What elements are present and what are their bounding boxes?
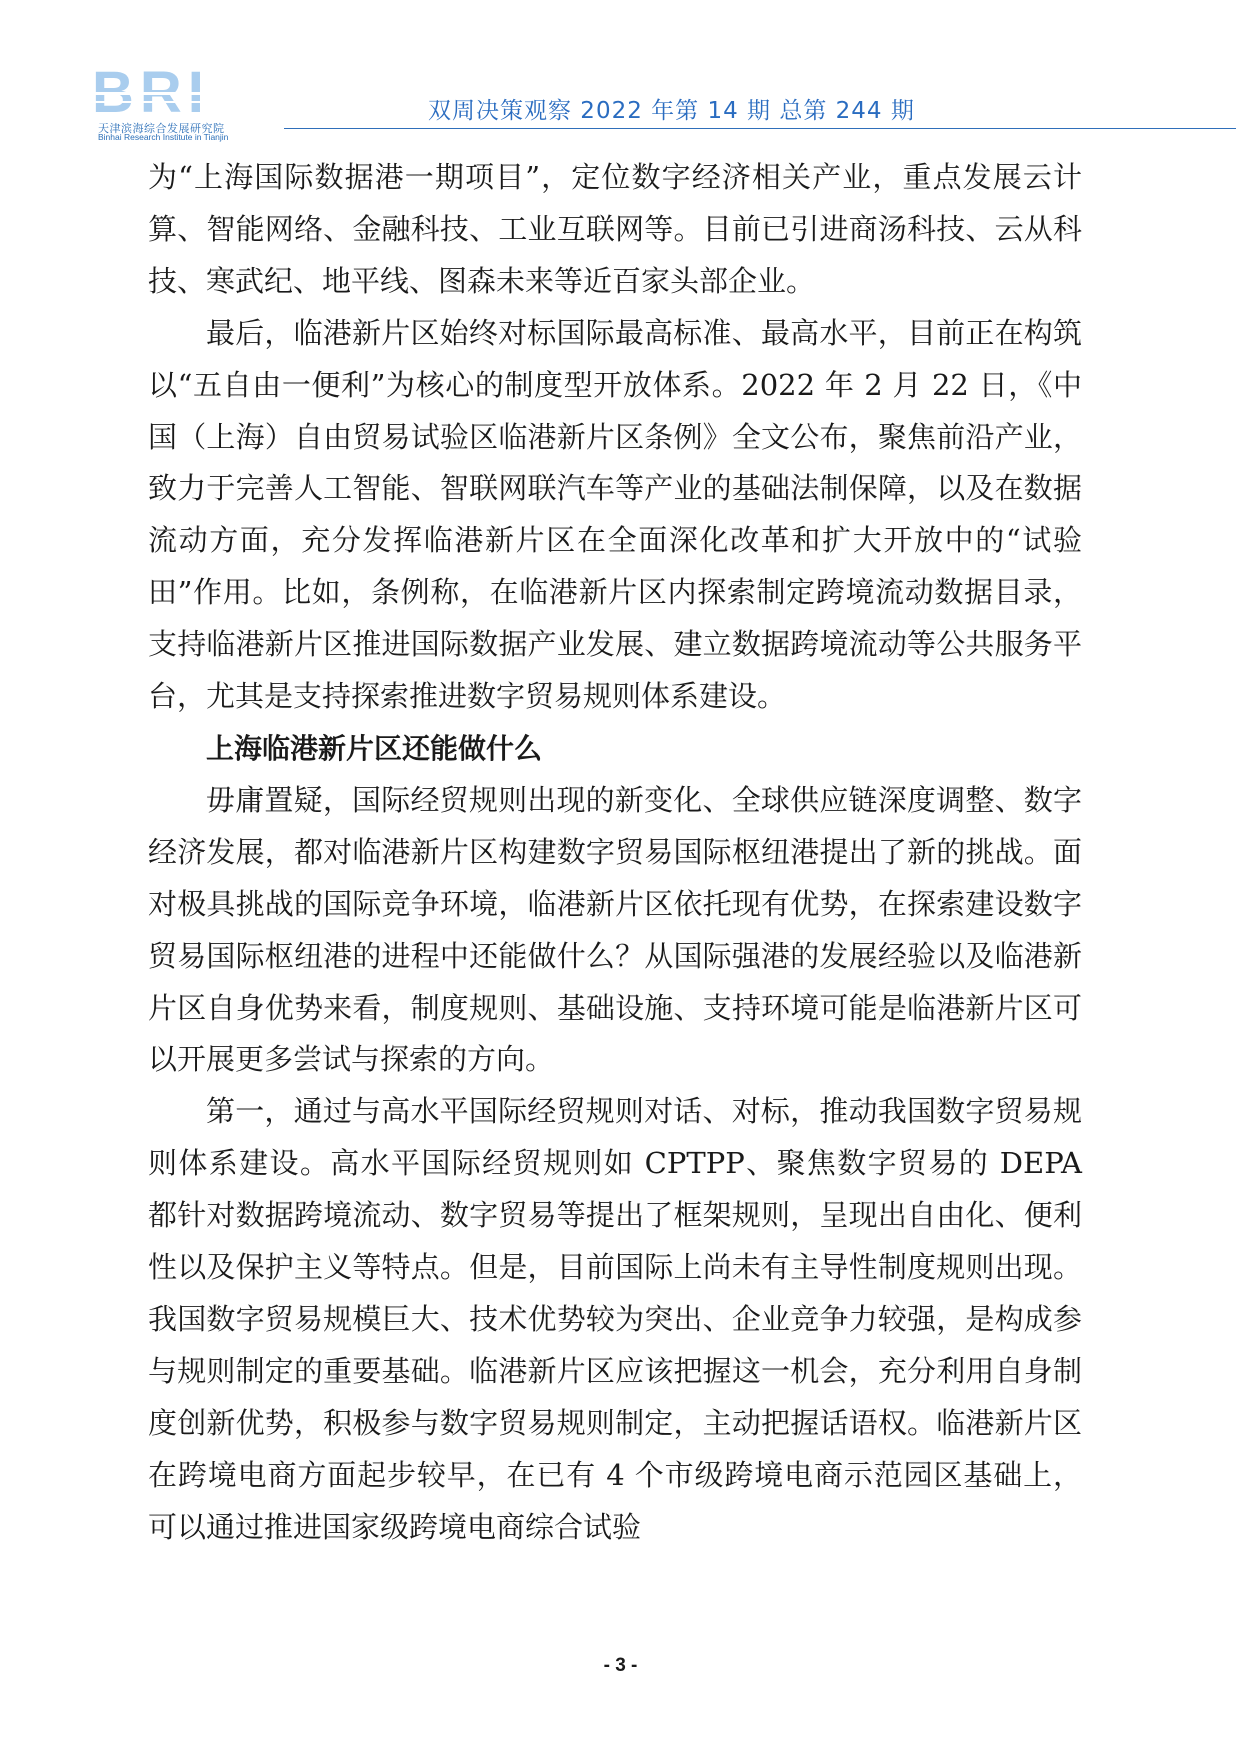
paragraph-2: 最后，临港新片区始终对标国际最高标准、最高水平，目前正在构筑以“五自由一便利”为核心的制度型开放体系。2022 年 2 月 22 日，《中国（上海）自由贸易试验区临港新片区条例》全文公布，聚焦前沿产业，致力于完善人工智能、智联网联汽车等产业的基础法制保障，以及在数据流动方面，充分发挥临港新片区在全面深化改革和扩大开放中的“试验田”作用。比如，条例称，在临港新片区内探索制定跨境流动数据目录，支持临港新片区推进国际数据产业发展、建立数据跨境流动等公共服务平台，尤其是支持探索推进数字贸易规则体系建设。 (148, 315, 1082, 714)
document-body (148, 152, 1082, 1553)
publication-title: 双周决策观察 2022 年第 14 期 总第 244 期 (428, 98, 915, 124)
header-divider (284, 128, 1236, 129)
page-number: - 3 - (603, 1655, 638, 1676)
bri-logo (92, 68, 282, 140)
paragraph-4: 第一，通过与高水平国际经贸规则对话、对标，推动我国数字贸易规则体系建设。高水平国际经贸规则如 CPTPP、聚焦数字贸易的 DEPA 都针对数据跨境流动、数字贸易等提出了框架规则，呈现出自由化、便利性以及保护主义等特点。但是，目前国际上尚未有主导性制度规则出现。我国数字贸易规模巨大、技术优势较为突出、企业竞争力较强，是构成参与规则制定的重要基础。临港新片区应该把握这一机会，充分利用自身制度创新优势，积极参与数字贸易规则制定，主动把握话语权。临港新片区在跨境电商方面起步较早，在已有 4 个市级跨境电商示范园区基础上，可以通过推进国家级跨境电商综合试验 (148, 1094, 1082, 1544)
logo-chinese-name: 天津滨海综合发展研究院 (98, 122, 225, 135)
bri-logo-graphic (92, 68, 262, 118)
logo-english-name: Binhai Research Institute in Tianjin (98, 132, 229, 142)
paragraph-3: 毋庸置疑，国际经贸规则出现的新变化、全球供应链深度调整、数字经济发展，都对临港新片区构建数字贸易国际枢纽港提出了新的挑战。面对极具挑战的国际竞争环境，临港新片区依托现有优势，在探索建设数字贸易国际枢纽港的进程中还能做什么？从国际强港的发展经验以及临港新片区自身优势来看，制度规则、基础设施、支持环境可能是临港新片区可以开展更多尝试与探索的方向。 (148, 782, 1082, 1077)
section-heading: 上海临港新片区还能做什么 (205, 731, 542, 765)
page-header (0, 0, 1241, 140)
paragraph-1: 为“上海国际数据港一期项目”，定位数字经济相关产业，重点发展云计算、智能网络、金融科技、工业互联网等。目前已引进商汤科技、云从科技、寒武纪、地平线、图森未来等近百家头部企业。 (148, 160, 1082, 298)
